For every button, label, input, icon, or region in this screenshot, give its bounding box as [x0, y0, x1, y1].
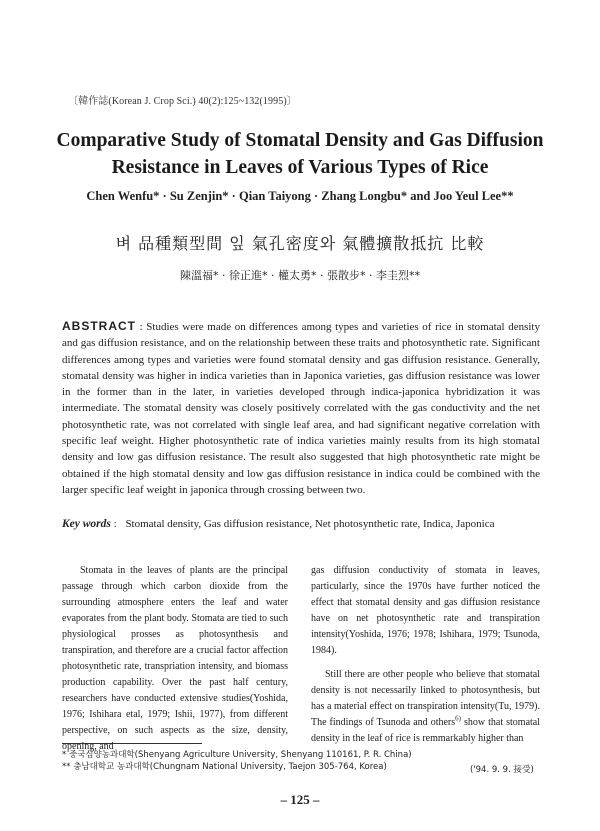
footnote-2: ** 충남대학교 농과대학(Chungnam National University, Taejon 305-764, Korea)	[62, 762, 387, 772]
abstract-label: ABSTRACT	[62, 319, 136, 333]
abstract-separator: :	[136, 321, 147, 333]
body-column-left: Stomata in the leaves of plants are the principal passage through which carbon dioxide from the surrounding atmosphere enters the leaf and water evaporates from the plant body. Stomata are tied to such physiological prosses as photosynthesis and transpiration, and therefore are a crucial factor affection photosynthetic rate, transpriation intensity, and biomass production capability. Over the past half century, researchers have conducted extensive studies(Yoshida, 1976; Ishihara etal, 1979; Ishii, 1977), from different perspective, on such aspects as the size, density, opening, and	[62, 565, 288, 752]
journal-reference: 〔韓作誌(Korean J. Crop Sci.) 40(2):125~132(1995)〕	[68, 96, 297, 107]
keywords-text: Stomatal density, Gas diffusion resistance, Net photosynthetic rate, Indica, Japonica	[125, 518, 495, 530]
korean-authors: 陳溫福* · 徐正進* · 權太勇* · 張散步* · 李圭烈**	[180, 269, 420, 282]
authors-english: Chen Wenfu* · Su Zenjin* · Qian Taiyong · Zhang Longbu* and Joo Yeul Lee**	[86, 189, 514, 203]
body-right-paragraph-1: gas diffusion conductivity of stomata in leaves, particularly, since the 1970s have further noticed the effect that stomatal density and gas diffusion resistance have on net photosynthetic rate and transpiration intensity(Yoshida, 1976; 1978; Ishihara, 1979; Tsunoda, 1984).	[311, 565, 540, 656]
received-date: ('94. 9. 9. 接受)	[470, 765, 534, 775]
footnote-divider	[62, 743, 202, 744]
body-column-right	[311, 563, 540, 755]
keywords	[62, 517, 540, 533]
abstract	[62, 318, 540, 498]
body-right-paragraph-2	[311, 667, 540, 747]
body-right-p2-part-b: show that stomatal density in the leaf of rice is remmarkably higher than	[311, 717, 540, 744]
body-right-p2-part-a: Still there are other people who believe that stomatal density is not necessarily linked to photosynthesis, but has a material effect on transpiration intensity(Tu, 1979). The findings of Tsunoda and others	[311, 669, 540, 728]
citation-superscript: 6)	[455, 714, 461, 723]
keywords-separator: :	[110, 518, 120, 530]
abstract-text: Studies were made on differences among types and varieties of rice in stomatal density and gas diffusion resistance, and on the relationship between these traits and photosynthetic rate. Significant differences among types and varieties were found stomatal density and gas diffusion resistance. Generally, stomatal density was higher in indica varieties than in Japonica varieties, gas diffusion resistance was lower in the former than in the later, in varieties developed through indica-japonica hybridization it was intermediate. The stomatal density was closely positively correlated with the gas conductivity and the net photosynthetic rate, was not correlated with single leaf area, and had significant negative correlation with specific leaf weight. Higher photosynthetic rate of indica varieties mainly results from its high stomatal density and low gas diffusion resistance. The result also suggested that high photosynthetic rate might be obtained if the high stomatal density and low gas diffusion resistance in indica could be combined with the larger specific leaf weight in japonica through crossing between two.	[62, 321, 540, 496]
page-number: – 125 –	[280, 792, 320, 807]
title-line-2: Resistance in Leaves of Various Types of Rice	[111, 157, 489, 178]
korean-title: 벼 品種類型間 잎 氣孔密度와 氣體擴散抵抗 比較	[115, 234, 485, 253]
footnote-1: * 중국심양농과대학(Shenyang Agriculture University, Shenyang 110161, P. R. China)	[62, 750, 412, 760]
title-line-1: Comparative Study of Stomatal Density and Gas Diffusion	[56, 130, 544, 151]
keywords-label: Key words	[62, 518, 111, 530]
